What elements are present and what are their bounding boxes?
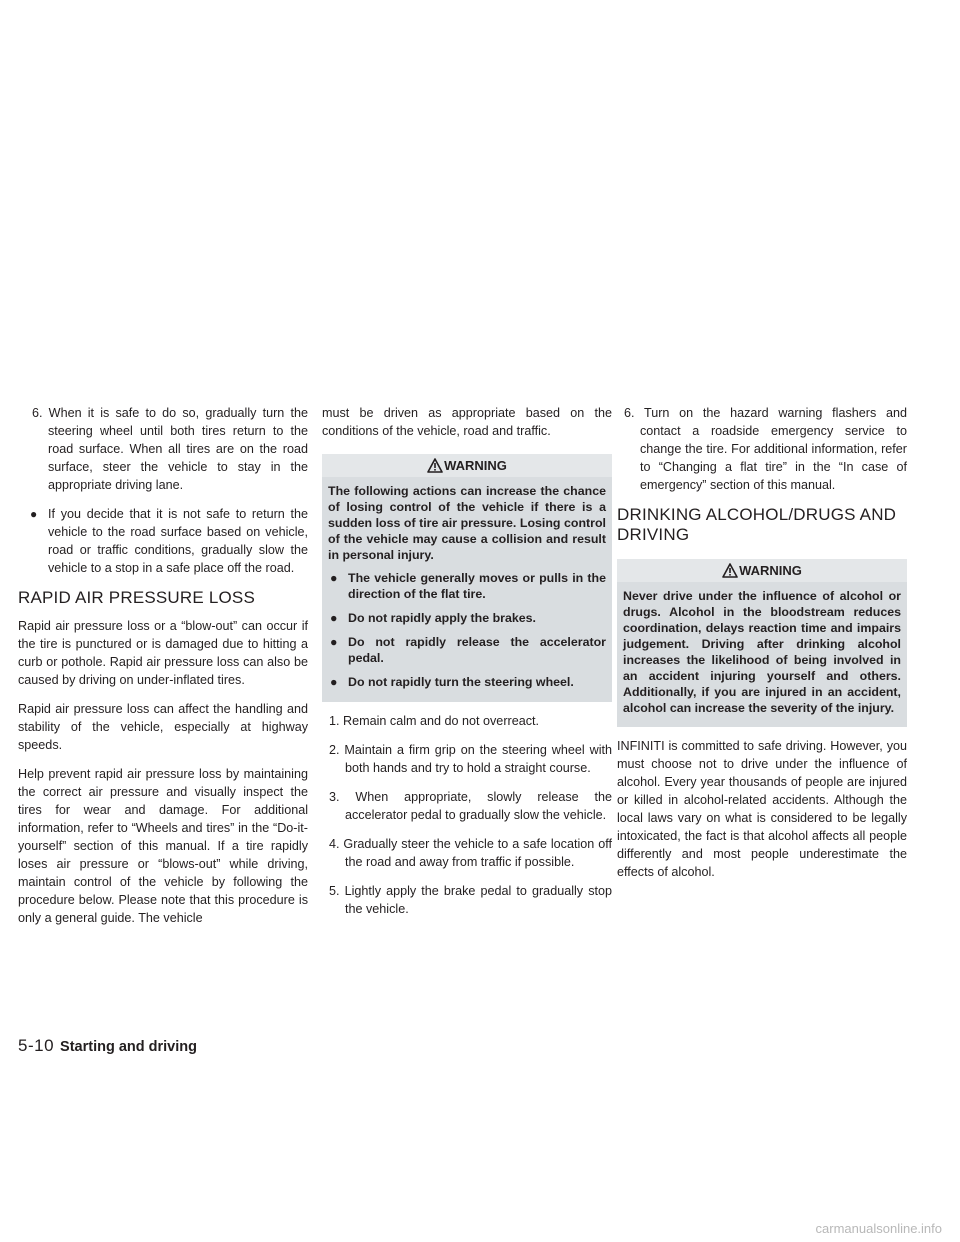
bullet-icon: ● — [30, 507, 38, 521]
bullet-text: If you decide that it is not safe to return the vehicle to the road surface based on vehicle, road or traffic conditions, gradually slow the vehicle to a stop in a safe place off the road. — [48, 507, 308, 575]
bullet-slow-to-stop — [18, 505, 308, 577]
warning-text: The following actions can increase the chance of losing control of the vehicle if there is a sudden loss of tire air pressure. Losing control of the vehicle may cause a collision and result in personal injury. — [328, 484, 606, 562]
warning-bullet — [328, 570, 606, 602]
warning-bullet — [328, 634, 606, 666]
paragraph-continued: must be driven as appropriate based on the conditions of the vehicle, road and traffic. — [322, 406, 612, 438]
warning-title: WARNING — [739, 563, 802, 578]
paragraph-handling: Rapid air pressure loss can affect the handling and stability of the vehicle, especially at highway speeds. — [18, 702, 308, 752]
bullet-icon: ● — [330, 611, 338, 625]
step-6-hazard-flashers: 6. Turn on the hazard warning flashers and contact a roadside emergency service to change the tire. For additional information, refer to “Changing a flat tire” in the “In case of emergency” section of this manual. — [624, 406, 907, 492]
paragraph-prevent: Help prevent rapid air pressure loss by maintaining the correct air pressure and visually inspect the tires for wear and damage. For additional information, refer to “Wheels and tires” in the “Do-it-yourself” section of this manual. If a tire rapidly loses air pressure or “blows-out” while driving, maintain control of the vehicle by following the procedure below. Please note that this procedure is only a general guide. The vehicle — [18, 767, 308, 925]
step-3: 3. When appropriate, slowly release the accelerator pedal to gradually slow the vehicle. — [329, 790, 612, 822]
bullet-icon: ● — [330, 635, 338, 649]
section-heading-drinking-alcohol: DRINKING ALCOHOL/DRUGS AND DRIVING — [617, 505, 897, 544]
warning-bullet — [328, 610, 606, 626]
warning-title: WARNING — [444, 458, 507, 473]
warning-text: Never drive under the influence of alcohol or drugs. Alcohol in the bloodstream reduces coordination, delays reaction time and impairs judgement. Driving after drinking alcohol increases the likelihood of being involved in an accident injuring yourself and others. Additionally, if you are injured in an accident, alcohol can increase the severity of the injury. — [623, 589, 901, 715]
warning-bullet-text: Do not rapidly apply the brakes. — [348, 611, 536, 625]
warning-bullet — [328, 674, 606, 690]
column-left — [18, 404, 308, 938]
warning-bullet-text: Do not rapidly release the accelerator pedal. — [348, 635, 606, 665]
column-right — [617, 404, 907, 892]
warning-box-alcohol — [617, 559, 907, 727]
bullet-icon: ● — [330, 675, 338, 689]
warning-header — [617, 559, 907, 582]
section-title: Starting and driving — [60, 1039, 197, 1055]
page-number: 5-10 — [18, 1036, 55, 1055]
step-5: 5. Lightly apply the brake pedal to gradually stop the vehicle. — [329, 884, 612, 916]
page-footer — [18, 1036, 197, 1057]
step-6-return-to-road: 6. When it is safe to do so, gradually turn the steering wheel until both tires return to the road surface. When all tires are on the road surface, steer the vehicle to stay in the appropriate driving lane. — [32, 406, 308, 492]
warning-header — [322, 454, 612, 477]
warning-bullet-text: The vehicle generally moves or pulls in the direction of the flat tire. — [348, 571, 606, 601]
column-middle — [322, 404, 612, 929]
warning-triangle-icon — [722, 563, 738, 578]
warning-box-tire-loss — [322, 454, 612, 702]
paragraph-blowout: Rapid air pressure loss or a “blow-out” can occur if the tire is punctured or is damaged due to hitting a curb or pothole. Rapid air pressure loss can also be caused by driving on under-inflated tires. — [18, 619, 308, 687]
section-heading-rapid-air-pressure-loss: RAPID AIR PRESSURE LOSS — [18, 588, 256, 607]
watermark: carmanualsonline.info — [815, 1221, 942, 1236]
paragraph-infiniti-safe-driving: INFINITI is committed to safe driving. However, you must choose not to drive under the influence of alcohol. Every year thousands of people are injured or killed in alcohol-related accidents. Although the local laws vary on what is considered to be legally intoxicated, the fact is that alcohol affects all people differently and most people underestimate the effects of alcohol. — [617, 739, 907, 879]
step-4: 4. Gradually steer the vehicle to a safe location off the road and away from traffic if possible. — [329, 837, 612, 869]
bullet-icon: ● — [330, 571, 338, 585]
warning-triangle-icon — [427, 458, 443, 473]
step-1: 1. Remain calm and do not overreact. — [329, 714, 540, 728]
step-2: 2. Maintain a firm grip on the steering wheel with both hands and try to hold a straight course. — [329, 743, 612, 775]
warning-bullet-text: Do not rapidly turn the steering wheel. — [348, 675, 574, 689]
